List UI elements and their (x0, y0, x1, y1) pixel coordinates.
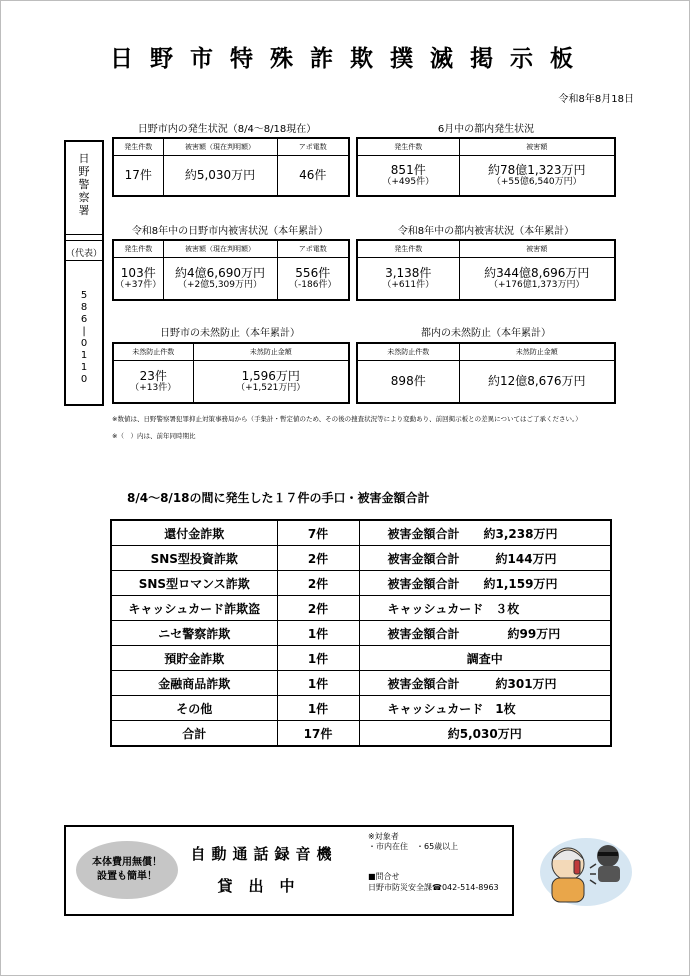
case-count: 7件 (277, 520, 359, 546)
col-cases: 発生件数 (357, 138, 459, 156)
hino-prevent-table (112, 342, 350, 404)
tokyo-prevent-table (356, 342, 616, 404)
damage-diff: （+176億1,373万円） (489, 279, 585, 290)
tokyo-june-table (356, 137, 616, 197)
contact-detail: 日野市防災安全課☎042-514-8963 (368, 883, 499, 892)
col-cases: 発生件数 (113, 138, 163, 156)
cases-value: 3,138件 (385, 265, 432, 280)
amount-diff: （+1,521万円） (236, 382, 306, 393)
damage-detail: 被害金額合計 約144万円 (359, 546, 611, 571)
case-count: 1件 (277, 646, 359, 671)
damage-detail: 被害金額合計 約1,159万円 (359, 571, 611, 596)
page-title: 日野市特殊詐欺撲滅掲示板 (110, 46, 590, 72)
damage-value: 約344億8,696万円 (484, 265, 590, 280)
breakdown-row (111, 546, 611, 571)
issue-date: 令和8年8月18日 (558, 94, 634, 105)
fraud-type: 還付金詐欺 (111, 520, 277, 546)
case-count: 1件 (277, 621, 359, 646)
cases-diff: （+37件） (115, 279, 162, 290)
breakdown-row (111, 671, 611, 696)
col-damage: 被害額（現在判明額） (163, 138, 277, 156)
fraud-type: キャッシュカード詐欺盗 (111, 596, 277, 621)
damage-detail: 被害金額合計 約99万円 (359, 621, 611, 646)
hino-year-table (112, 239, 350, 301)
amount-value: 約12億8,676万円 (487, 373, 586, 388)
breakdown-title: 8/4～8/18の間に発生した１７件の手口・被害金額合計 (127, 491, 430, 505)
tokyo-prevent-heading: 都内の未然防止（本年累計） (421, 328, 551, 339)
damage-diff: （+2億5,309万円） (177, 279, 263, 290)
cases-value: 898件 (390, 373, 426, 388)
damage-value: 約78億1,323万円 (487, 162, 586, 177)
cases-value: 851件 (390, 162, 426, 177)
amount-value: 1,596万円 (241, 368, 300, 383)
breakdown-row (111, 596, 611, 621)
cases-diff: （+611件） (382, 279, 435, 290)
apo-value: 46件 (299, 167, 327, 182)
divider (66, 234, 102, 235)
station-rep-label: （代表） (66, 249, 103, 259)
case-count: 1件 (277, 671, 359, 696)
col-damage: 被害額（現在判明額） (163, 240, 277, 258)
badge-line2: 設置も簡単！ (97, 871, 157, 882)
total-amount: 約5,030万円 (359, 721, 611, 747)
col-amount: 未然防止金額 (459, 343, 615, 361)
hino-year-heading: 令和8年中の日野市内被害状況（本年累計） (131, 226, 329, 237)
divider (66, 240, 102, 241)
col-cases: 発生件数 (357, 240, 459, 258)
cases-value: 17件 (124, 167, 152, 182)
cases-diff: （+13件） (130, 382, 177, 393)
hino-current-table (112, 137, 350, 197)
call-recorder-rental-box (64, 825, 514, 916)
cases-diff: （+495件） (382, 176, 435, 187)
damage-detail: 被害金額合計 約301万円 (359, 671, 611, 696)
case-count: 2件 (277, 571, 359, 596)
apo-value: 556件 (295, 265, 331, 280)
cases-value: 23件 (139, 368, 167, 383)
damage-detail: キャッシュカード ３枚 (359, 596, 611, 621)
fraud-type: 預貯金詐欺 (111, 646, 277, 671)
col-damage: 被害額 (459, 138, 615, 156)
free-badge (76, 841, 178, 899)
tokyo-june-heading: 6月中の都内発生状況 (437, 124, 535, 135)
station-phone (66, 290, 102, 386)
damage-diff: （+55億6,540万円） (491, 176, 582, 187)
breakdown-row (111, 696, 611, 721)
breakdown-row (111, 520, 611, 546)
col-damage: 被害額 (459, 240, 615, 258)
fraud-type: その他 (111, 696, 277, 721)
case-count: 2件 (277, 546, 359, 571)
col-apo: アポ電数 (277, 138, 349, 156)
comparison-note: ※（ ）内は、前年同時期比 (112, 432, 196, 440)
hino-prevent-heading: 日野市の未然防止（本年累計） (160, 328, 300, 339)
target-detail: ・市内在住 ・65歳以上 (368, 842, 459, 851)
divider (66, 260, 102, 261)
apo-diff: （-186件） (289, 279, 337, 290)
fraud-type: SNS型投資詐欺 (111, 546, 277, 571)
data-source-note: ※数値は、日野警察署犯罪抑止対策事務局から（手集計・暫定値のため、その後の捜査状況等により変動あり、前回掲示板との差異についてはご了承ください。） (112, 415, 582, 423)
contact-heading: ■問合せ (368, 872, 400, 881)
fraud-type: SNS型ロマンス詐欺 (111, 571, 277, 596)
breakdown-row (111, 646, 611, 671)
rental-status: 貸出中 (217, 877, 311, 895)
damage-detail: 被害金額合計 約3,238万円 (359, 520, 611, 546)
case-count: 1件 (277, 696, 359, 721)
damage-detail: キャッシュカード 1枚 (359, 696, 611, 721)
contact-info (368, 871, 499, 893)
station-name-text: 日 野 警 察 署 (78, 152, 90, 217)
case-count: 2件 (277, 596, 359, 621)
breakdown-row (111, 621, 611, 646)
target-heading: ※対象者 (368, 832, 399, 841)
phone-scam-illustration (538, 834, 634, 908)
col-apo: アポ電数 (277, 240, 349, 258)
badge-line1: 本体費用無償！ (92, 857, 162, 868)
col-cases: 未然防止件数 (113, 343, 193, 361)
police-station-box (64, 140, 104, 406)
target-info (368, 832, 458, 852)
col-amount: 未然防止金額 (193, 343, 349, 361)
breakdown-table (110, 519, 612, 747)
hino-current-heading: 日野市内の発生状況（8/4～8/18現在） (137, 124, 317, 135)
tokyo-year-heading: 令和8年中の都内被害状況（本年累計） (397, 226, 575, 237)
breakdown-row (111, 571, 611, 596)
station-phone-text: 5 8 6 | 0 1 1 0 (80, 290, 88, 385)
col-cases: 未然防止件数 (357, 343, 459, 361)
station-name (66, 152, 102, 217)
damage-value: 約4億6,690万円 (175, 265, 265, 280)
col-cases: 発生件数 (113, 240, 163, 258)
fraud-type: ニセ警察詐欺 (111, 621, 277, 646)
cases-value: 103件 (120, 265, 156, 280)
damage-detail: 調査中 (359, 646, 611, 671)
tokyo-year-table (356, 239, 616, 301)
damage-value: 約5,030万円 (184, 167, 256, 182)
fraud-type: 金融商品詐欺 (111, 671, 277, 696)
total-count: 17件 (277, 721, 359, 747)
total-label: 合計 (111, 721, 277, 747)
rental-title: 自動通話録音機 (190, 845, 338, 863)
